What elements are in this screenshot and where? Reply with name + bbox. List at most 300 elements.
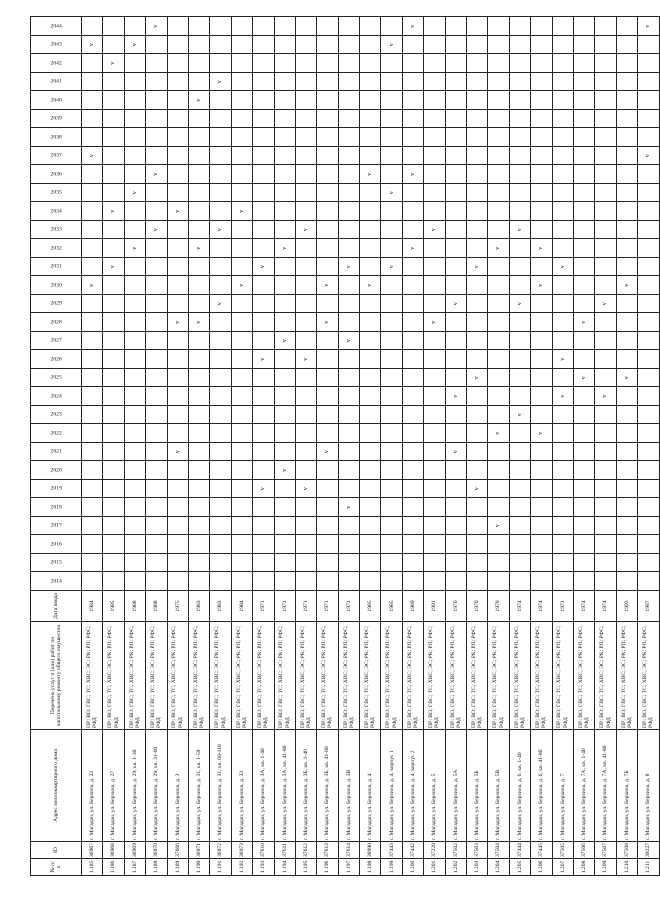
year-cell (146, 535, 167, 554)
year-cell (167, 147, 188, 166)
year-cell (402, 443, 423, 462)
row-address: г. Магадан, ул. Берзина, д. 8 (638, 730, 659, 842)
row-works: ПР; ВО; ГВС; ТС; ХВС; ЭС; РК; РП; РФС; РФД (402, 622, 423, 730)
year-cell (274, 295, 295, 314)
year-cell (188, 128, 209, 147)
year-cell (188, 276, 209, 295)
year-cell (552, 313, 573, 332)
year-cell (616, 54, 637, 73)
row-year-built: 1974 (531, 591, 552, 622)
table-row (445, 17, 466, 876)
year-cell (424, 36, 445, 55)
year-cell (381, 73, 402, 92)
col-header-year (31, 258, 82, 277)
col-header-year (31, 110, 82, 129)
year-cell (595, 406, 616, 425)
year-cell (573, 295, 594, 314)
year-cell (360, 17, 381, 36)
year-cell (317, 350, 338, 369)
table-row (402, 17, 423, 876)
year-cell (424, 350, 445, 369)
row-year-built: 1985 (360, 591, 381, 622)
year-cell (295, 128, 316, 147)
year-cell (595, 258, 616, 277)
year-cell (638, 110, 659, 129)
year-cell (146, 517, 167, 536)
year-cell (210, 350, 231, 369)
year-cell (253, 184, 274, 203)
year-cell (488, 498, 509, 517)
year-cell (295, 36, 316, 55)
year-cell (402, 54, 423, 73)
col-header-year (31, 535, 82, 554)
table-row (488, 17, 509, 876)
year-cell (253, 498, 274, 517)
year-cell (338, 443, 359, 462)
year-cell (103, 350, 124, 369)
year-cell (124, 554, 145, 573)
row-works: ПР; ВО; ГВС; ТС; ХВС; ЭС; РК; РП; РФС; РФД (360, 622, 381, 730)
row-address: г. Магадан, ул. Берзина, д. 4, корпус 2 (402, 730, 423, 842)
col-header-year (31, 147, 82, 166)
year-cell (445, 221, 466, 240)
year-cell (338, 406, 359, 425)
year-cell (146, 239, 167, 258)
year-cell (103, 36, 124, 55)
year-cell (445, 461, 466, 480)
col-header-year (31, 184, 82, 203)
year-cell (509, 443, 530, 462)
year-cell (210, 517, 231, 536)
row-address: г. Магадан, ул. Берзина, д. 4 (360, 730, 381, 842)
year-cell (103, 517, 124, 536)
year-cell (124, 517, 145, 536)
year-cell (531, 128, 552, 147)
year-cell (402, 313, 423, 332)
row-works: ПР; ВО; ГВС; ТС; ХВС; ЭС; РК; РП; РФС; РФД (146, 622, 167, 730)
year-cell (210, 480, 231, 499)
year-cell (509, 91, 530, 110)
year-cell (317, 480, 338, 499)
year-cell (595, 36, 616, 55)
year-cell (424, 369, 445, 388)
year-cell (638, 221, 659, 240)
row-number: 1.207 (552, 859, 573, 876)
year-cell (231, 498, 252, 517)
year-cell (295, 276, 316, 295)
table-row (253, 17, 274, 876)
year-cell (445, 572, 466, 591)
year-cell (467, 73, 488, 92)
year-cell (381, 406, 402, 425)
year-cell (424, 443, 445, 462)
year-cell (638, 128, 659, 147)
year-cell (467, 313, 488, 332)
table-body (82, 17, 660, 876)
row-id: 37612 (295, 842, 316, 859)
year-cell (82, 369, 103, 388)
row-works: ПР; ВО; ГВС; ТС; ХВС; ЭС; РК; РП; РФС; РФД (167, 622, 188, 730)
year-cell (467, 221, 488, 240)
year-cell (531, 332, 552, 351)
year-cell (638, 332, 659, 351)
row-address: г. Магадан, ул. Берзина, д. 23 (82, 730, 103, 842)
col-header-year (31, 387, 82, 406)
year-cell (616, 350, 637, 369)
year-cell (360, 239, 381, 258)
year-cell (253, 128, 274, 147)
year-cell (424, 73, 445, 92)
year-cell (167, 350, 188, 369)
year-cell (531, 554, 552, 573)
year-cell (424, 498, 445, 517)
row-works: ПР; ВО; ГВС; ТС; ХВС; ЭС; РК; РП; РФС; РФД (467, 622, 488, 730)
row-number: 1.185 (82, 859, 103, 876)
year-cell (253, 517, 274, 536)
year-cell (488, 295, 509, 314)
year-cell (124, 535, 145, 554)
year-cell (467, 110, 488, 129)
row-year-built: 1970 (488, 591, 509, 622)
year-cell (124, 498, 145, 517)
year-cell (82, 54, 103, 73)
year-cell (402, 276, 423, 295)
year-cell (360, 480, 381, 499)
year-cell (467, 239, 488, 258)
year-cell (253, 202, 274, 221)
year-cell (253, 110, 274, 129)
year-cell (445, 91, 466, 110)
year-cell (552, 239, 573, 258)
year-cell (124, 406, 145, 425)
year-cell (338, 387, 359, 406)
year-cell (402, 332, 423, 351)
year-cell (124, 165, 145, 184)
year-cell (124, 443, 145, 462)
row-id: 39227 (638, 842, 659, 859)
row-year-built: 1970 (445, 591, 466, 622)
row-works: ПР; ВО; ГВС; ТС; ХВС; ЭС; РК; РП; РФС; РФД (573, 622, 594, 730)
year-cell (467, 424, 488, 443)
year-cell (167, 91, 188, 110)
year-cell (231, 73, 252, 92)
year-cell (124, 221, 145, 240)
table-row (82, 17, 103, 876)
year-cell (295, 406, 316, 425)
year-cell-checked: v (188, 313, 209, 332)
year-cell (402, 554, 423, 573)
row-number: 1.195 (295, 859, 316, 876)
row-id: 37502 (445, 842, 466, 859)
year-cell (82, 406, 103, 425)
year-cell (274, 350, 295, 369)
year-cell-checked: v (573, 313, 594, 332)
year-cell (402, 202, 423, 221)
year-cell (509, 258, 530, 277)
year-cell (638, 387, 659, 406)
year-cell (103, 498, 124, 517)
year-cell (424, 91, 445, 110)
year-cell (488, 387, 509, 406)
col-header-year (31, 461, 82, 480)
year-cell (488, 17, 509, 36)
year-cell (381, 128, 402, 147)
year-cell (167, 36, 188, 55)
year-label: 2017 (50, 522, 62, 529)
year-cell (445, 128, 466, 147)
year-cell (467, 184, 488, 203)
year-cell (82, 110, 103, 129)
year-cell-checked: v (274, 332, 295, 351)
year-cell (616, 295, 637, 314)
year-cell (638, 461, 659, 480)
rotated-table-wrapper (30, 23, 655, 876)
year-cell (210, 128, 231, 147)
year-cell-checked: v (402, 165, 423, 184)
year-cell (146, 36, 167, 55)
row-address: г. Магадан, ул. Берзина, д. 29, кв. 1-30 (124, 730, 145, 842)
table-row (210, 17, 231, 876)
year-cell (317, 535, 338, 554)
year-cell (188, 443, 209, 462)
year-cell (231, 165, 252, 184)
year-cell (381, 313, 402, 332)
year-cell (338, 535, 359, 554)
year-label: 2026 (50, 356, 62, 363)
year-cell (295, 73, 316, 92)
year-cell (124, 54, 145, 73)
year-cell (82, 443, 103, 462)
year-cell (167, 128, 188, 147)
year-cell (573, 147, 594, 166)
year-cell (616, 554, 637, 573)
year-cell (103, 147, 124, 166)
year-cell (638, 369, 659, 388)
row-id: 37445 (531, 842, 552, 859)
year-cell (381, 572, 402, 591)
row-works: ПР; ВО; ГВС; ТС; ХВС; ЭС; РК; РП; РФС; РФД (82, 622, 103, 730)
row-works: ПР; ВО; ГВС; ТС; ХВС; ЭС; РК; РП; РФС; РФД (295, 622, 316, 730)
year-cell (467, 554, 488, 573)
year-cell (552, 572, 573, 591)
year-cell (146, 369, 167, 388)
year-cell (103, 221, 124, 240)
year-label: 2020 (50, 467, 62, 474)
year-cell (552, 443, 573, 462)
year-cell (381, 350, 402, 369)
year-cell (188, 498, 209, 517)
year-cell (573, 165, 594, 184)
row-works: ПР; ВО; ГВС; ТС; ХВС; ЭС; РК; РП; РФС; РФД (381, 622, 402, 730)
year-cell (253, 165, 274, 184)
year-cell (467, 295, 488, 314)
year-cell (103, 276, 124, 295)
row-year-built: 1984 (231, 591, 252, 622)
year-cell (573, 517, 594, 536)
year-cell (467, 572, 488, 591)
year-label: 2029 (50, 300, 62, 307)
year-cell-checked: v (488, 239, 509, 258)
year-cell (616, 535, 637, 554)
year-cell (210, 572, 231, 591)
year-cell (595, 350, 616, 369)
year-cell (124, 313, 145, 332)
year-cell (317, 295, 338, 314)
year-cell (573, 17, 594, 36)
year-cell (317, 332, 338, 351)
year-cell (552, 461, 573, 480)
year-cell-checked: v (274, 239, 295, 258)
row-year-built: 1988 (146, 591, 167, 622)
year-cell (509, 498, 530, 517)
year-cell (210, 239, 231, 258)
year-cell (488, 332, 509, 351)
year-cell (82, 332, 103, 351)
row-year-built: 1974 (595, 591, 616, 622)
row-number: 1.199 (381, 859, 402, 876)
year-cell (595, 184, 616, 203)
year-cell (188, 165, 209, 184)
year-cell (488, 406, 509, 425)
row-address: г. Магадан, ул. Берзина, д. 3Б, кв. 41-80 (317, 730, 338, 842)
year-cell (531, 54, 552, 73)
year-cell (531, 313, 552, 332)
year-cell (231, 535, 252, 554)
col-header-year (31, 480, 82, 499)
year-label: 2043 (50, 41, 62, 48)
year-cell (552, 554, 573, 573)
row-year-built: 1971 (274, 591, 295, 622)
col-header-year (31, 165, 82, 184)
year-label: 2018 (50, 504, 62, 511)
year-cell (381, 17, 402, 36)
year-cell (338, 91, 359, 110)
year-cell (82, 572, 103, 591)
year-cell (445, 239, 466, 258)
year-cell-checked: v (82, 147, 103, 166)
row-works: ПР; ВО; ГВС; ТС; ХВС; ЭС; РК; РП; РФС; РФД (253, 622, 274, 730)
year-cell (338, 572, 359, 591)
year-cell (509, 350, 530, 369)
year-cell (295, 91, 316, 110)
year-cell (467, 202, 488, 221)
year-cell (467, 461, 488, 480)
row-number: 1.189 (167, 859, 188, 876)
col-header-year (31, 572, 82, 591)
year-cell (338, 184, 359, 203)
year-label: 2034 (50, 208, 62, 215)
year-cell (274, 184, 295, 203)
year-cell (488, 147, 509, 166)
year-cell (253, 73, 274, 92)
year-cell (616, 332, 637, 351)
year-cell-checked: v (295, 221, 316, 240)
year-cell (295, 184, 316, 203)
col-header-year (31, 54, 82, 73)
year-cell (424, 406, 445, 425)
year-cell-checked: v (103, 54, 124, 73)
year-cell (231, 295, 252, 314)
year-cell (616, 36, 637, 55)
year-cell (488, 202, 509, 221)
year-cell (381, 165, 402, 184)
row-works: ПР; ВО; ГВС; ТС; ХВС; ЭС; РК; РП; РФС; РФД (188, 622, 209, 730)
year-cell (103, 110, 124, 129)
year-cell (253, 276, 274, 295)
row-address: г. Магадан, ул. Берзина, д. 31, кв. 60-118 (210, 730, 231, 842)
year-cell (531, 36, 552, 55)
year-cell (188, 406, 209, 425)
year-cell (167, 461, 188, 480)
year-cell (402, 572, 423, 591)
year-cell (360, 554, 381, 573)
table-row (124, 17, 145, 876)
row-year-built: 1971 (552, 591, 573, 622)
year-cell (231, 36, 252, 55)
year-cell (552, 276, 573, 295)
year-cell (274, 91, 295, 110)
year-cell (231, 91, 252, 110)
year-cell (573, 554, 594, 573)
year-cell-checked: v (146, 165, 167, 184)
year-cell (573, 480, 594, 499)
year-cell (231, 424, 252, 443)
year-cell (445, 517, 466, 536)
year-cell-checked: v (552, 258, 573, 277)
year-cell (531, 258, 552, 277)
year-cell (573, 572, 594, 591)
year-cell-checked: v (124, 239, 145, 258)
year-cell (595, 17, 616, 36)
year-cell (295, 239, 316, 258)
year-cell (82, 461, 103, 480)
year-cell (167, 387, 188, 406)
year-cell (167, 239, 188, 258)
year-cell (616, 313, 637, 332)
year-cell (167, 498, 188, 517)
year-cell (210, 258, 231, 277)
year-cell (295, 110, 316, 129)
year-cell (82, 535, 103, 554)
year-cell-checked: v (552, 387, 573, 406)
row-year-built: 1984 (82, 591, 103, 622)
year-cell (402, 147, 423, 166)
year-cell (253, 295, 274, 314)
year-cell (638, 535, 659, 554)
year-cell-checked: v (210, 295, 231, 314)
year-cell (616, 165, 637, 184)
year-cell-checked: v (338, 332, 359, 351)
year-cell (445, 202, 466, 221)
year-cell-checked: v (595, 295, 616, 314)
year-cell (381, 554, 402, 573)
year-cell-checked: v (253, 350, 274, 369)
year-cell (360, 202, 381, 221)
year-cell (402, 91, 423, 110)
year-cell (338, 17, 359, 36)
year-cell (146, 110, 167, 129)
year-cell (338, 350, 359, 369)
year-cell (509, 239, 530, 258)
year-cell (188, 461, 209, 480)
year-cell-checked: v (317, 313, 338, 332)
year-cell-checked: v (167, 313, 188, 332)
year-cell (338, 554, 359, 573)
year-label: 2042 (50, 60, 62, 67)
year-cell-checked: v (467, 480, 488, 499)
year-cell (616, 128, 637, 147)
year-cell (424, 554, 445, 573)
